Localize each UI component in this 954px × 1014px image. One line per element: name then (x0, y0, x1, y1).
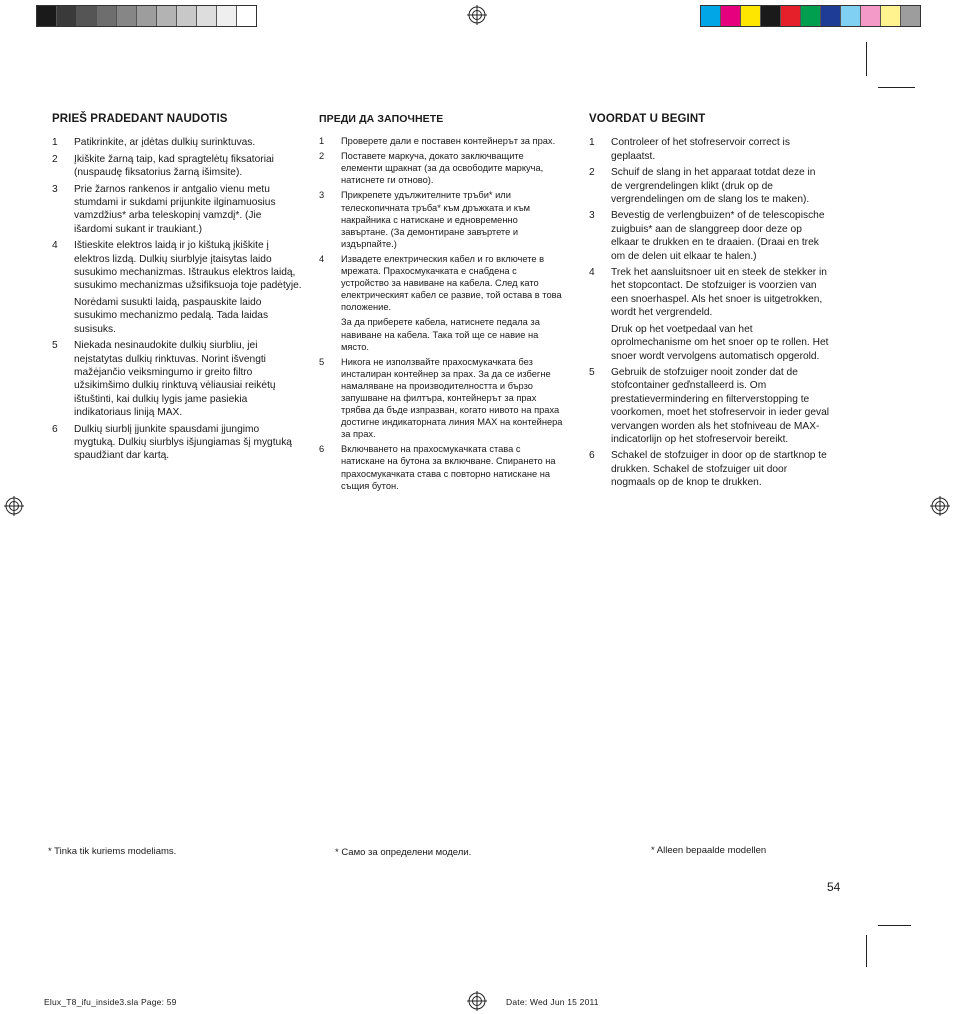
crop-mark (866, 42, 867, 76)
slug-file-info: Elux_T8_ifu_inside3.sla Page: 59 (44, 997, 177, 1007)
color-swatch (721, 6, 741, 26)
item-text: Schakel de stofzuiger in door op de startknop te drukken. Schakel de stofzuiger uit door nogmaals op de knop te drukken. (611, 450, 827, 489)
list-item (319, 356, 564, 441)
list-item (589, 266, 829, 363)
list-item (589, 449, 829, 489)
item-text: Ištieskite elektros laidą ir jo kištuką įkiškite į elektros lizdą. Dulkių siurblyje įtaisytas laido susukimo mechanizmas. Ištraukus elektros laidą, susukimo mechanizmas užsifiksuoja toje padėtyje. (74, 240, 302, 292)
item-number: 2 (319, 151, 325, 162)
item-text: Dulkių siurblį įjunkite spausdami įjungimo mygtuką. Dulkių siurblys išjungiamas šį mygtuką spaudžiant dar kartą. (74, 423, 292, 462)
list-item (589, 366, 829, 446)
crop-mark (878, 87, 915, 88)
item-number: 1 (52, 137, 58, 149)
item-text: Никога не използвайте прахосмукачката без инсталиран контейнер за прах. За да се избегне намаляване на производителността и бързо запушване на филтъра, контейнерът за прах трябва да бъде изпразван, когато нивото на праха достигне индикаторната линия MAX на контейнера за прах. (341, 356, 563, 440)
item-number: 4 (589, 267, 595, 279)
list-item (589, 136, 829, 163)
color-swatch (117, 6, 137, 26)
color-swatch (157, 6, 177, 26)
color-swatch (97, 6, 117, 26)
color-swatch (37, 6, 57, 26)
item-number: 5 (589, 366, 595, 378)
item-number: 5 (52, 340, 58, 352)
color-swatch (197, 6, 217, 26)
registration-mark-icon (467, 991, 487, 1011)
item-number: 1 (589, 137, 595, 149)
item-text: Поставете маркуча, докато заключващите елементи щракнат (за да освободите маркуча, натиснете ги отново). (341, 151, 544, 186)
color-swatch (901, 6, 920, 26)
item-text: Schuif de slang in het apparaat totdat deze in de vergrendelingen klikt (druk op de vergrendelingen om de slang los te maken). (611, 167, 816, 206)
item-text: Прикрепете удължителните тръби* или телескопичната тръба* към дръжката и към накрайника с натискане и едновременно завъртане. (За демонтиране завъртете и издърпайте.) (341, 190, 531, 249)
column-lithuanian (52, 113, 302, 466)
list-item (589, 209, 829, 263)
crop-mark (878, 925, 911, 926)
column-bulgarian (319, 113, 564, 495)
color-swatch (217, 6, 237, 26)
registration-mark-icon (4, 496, 24, 516)
list-item (319, 443, 564, 491)
list-item (52, 339, 302, 419)
list-item (52, 239, 302, 336)
gray-calibration-bar (36, 5, 257, 27)
color-swatch (881, 6, 901, 26)
item-number: 3 (52, 183, 58, 195)
color-swatch (741, 6, 761, 26)
footnote-bulgarian: * Само за определени модели. (335, 847, 472, 858)
item-number: 2 (52, 153, 58, 165)
color-swatch (841, 6, 861, 26)
item-text: Проверете дали е поставен контейнерът за прах. (341, 136, 556, 147)
registration-mark-icon (467, 5, 487, 25)
color-swatch (57, 6, 77, 26)
item-text: Norėdami susukti laidą, paspauskite laido susukimo mechanizmo pedalą. Tada laidas susisuks. (74, 296, 269, 335)
item-number: 3 (589, 210, 595, 222)
color-swatch (137, 6, 157, 26)
instruction-list (589, 136, 829, 489)
color-swatch (237, 6, 256, 26)
crop-mark (866, 935, 867, 967)
footnote-lithuanian: * Tinka tik kuriems modeliams. (48, 846, 177, 857)
color-swatch (177, 6, 197, 26)
item-text: Включването на прахосмукачката става с натискане на бутона за включване. Спирането на прахосмукачката става с повторно натискане на същия бутон. (341, 444, 556, 491)
item-number: 5 (319, 356, 325, 367)
item-number: 2 (589, 167, 595, 179)
list-item (52, 423, 302, 463)
color-swatch (77, 6, 97, 26)
color-swatch (761, 6, 781, 26)
item-text: Trek het aansluitsnoer uit en steek de stekker in het stopcontact. De stofzuiger is voorzien van een snoerhaspel. Als het snoer is uitgetrokken, wordt het vergrendeld. (611, 267, 827, 319)
instruction-list (319, 135, 564, 492)
column-dutch (589, 113, 829, 493)
section-heading: ПРЕДИ ДА ЗАПОЧНЕТЕ (319, 113, 444, 125)
list-item (319, 189, 564, 249)
list-item (319, 135, 564, 147)
footnote-dutch: * Alleen bepaalde modellen (651, 845, 767, 856)
item-number: 6 (52, 423, 58, 435)
slug-date-info: Date: Wed Jun 15 2011 (506, 997, 599, 1007)
item-text: Bevestig de verlengbuizen* of de telescopische zuigbuis* aan de slanggreep door deze op elkaar te drukken en te draaien. (Draai en trek om de delen uit elkaar te halen.) (611, 210, 825, 262)
list-item (52, 183, 302, 237)
item-text: Prie žarnos rankenos ir antgalio vienu metu stumdami ir sukdami prijunkite ilginamuosius vamzdžius* arba teleskopinį vamzdį*. (Jie išardomi sukant ir traukiant.) (74, 183, 276, 235)
item-text: Patikrinkite, ar įdėtas dulkių surinktuvas. (74, 137, 256, 149)
color-swatch (801, 6, 821, 26)
item-text: Извадете електрическия кабел и го включете в мрежата. Прахосмукачката е снабдена с устройство за навиване на кабела. След като електрическият кабел се развие, той остава в това положение. (341, 253, 562, 313)
item-text: Controleer of het stofreservoir correct is geplaatst. (611, 137, 790, 162)
page-number: 54 (827, 880, 841, 894)
item-number: 6 (589, 450, 595, 462)
item-text: Druk op het voetpedaal van het oprolmechanisme om het snoer op te rollen. Het snoer wordt vervolgens automatisch opgerold. (611, 323, 829, 362)
color-swatch (701, 6, 721, 26)
instruction-list (52, 136, 302, 462)
item-text: За да приберете кабела, натиснете педала за навиване на кабела. Така той ще се навие на място. (341, 317, 540, 352)
list-item (52, 136, 302, 149)
color-swatch (821, 6, 841, 26)
color-swatch (781, 6, 801, 26)
registration-mark-icon (930, 496, 950, 516)
item-number: 3 (319, 190, 325, 201)
item-number: 1 (319, 136, 325, 147)
list-item (589, 166, 829, 206)
list-item (319, 150, 564, 186)
item-number: 4 (319, 253, 325, 264)
item-text: Įkiškite žarną taip, kad spragtelėtų fiksatoriai (nuspaudę fiksatorius žarną išimsite). (74, 153, 274, 179)
item-text: Niekada nesinaudokite dulkių siurbliu, jei neįstatytas dulkių rinktuvas. Norint išvengti mažėjančio veiksmingumo ir greito filtro užsikimšimo dulkių rinktuvą vėliausiai reikėtų ištuštinti, kai dulkių lygis jame pasiekia indikatoriaus liniją MAX. (74, 340, 276, 419)
section-heading: VOORDAT U BEGINT (589, 113, 706, 125)
list-item (52, 153, 302, 180)
color-calibration-bar (700, 5, 921, 27)
list-item (319, 253, 564, 353)
color-swatch (861, 6, 881, 26)
item-text: Gebruik de stofzuiger nooit zonder dat de stofcontainer geďnstalleerd is. Om prestatievermindering en filterverstopping te voorkomen, moet het stofreservoir in ieder geval vervangen worden als het stofniveau de MAX-indicatorlijn op het stofreservoir bereikt. (611, 366, 830, 445)
item-number: 4 (52, 240, 58, 252)
item-number: 6 (319, 444, 325, 455)
section-heading: PRIEŠ PRADEDANT NAUDOTIS (52, 113, 228, 125)
